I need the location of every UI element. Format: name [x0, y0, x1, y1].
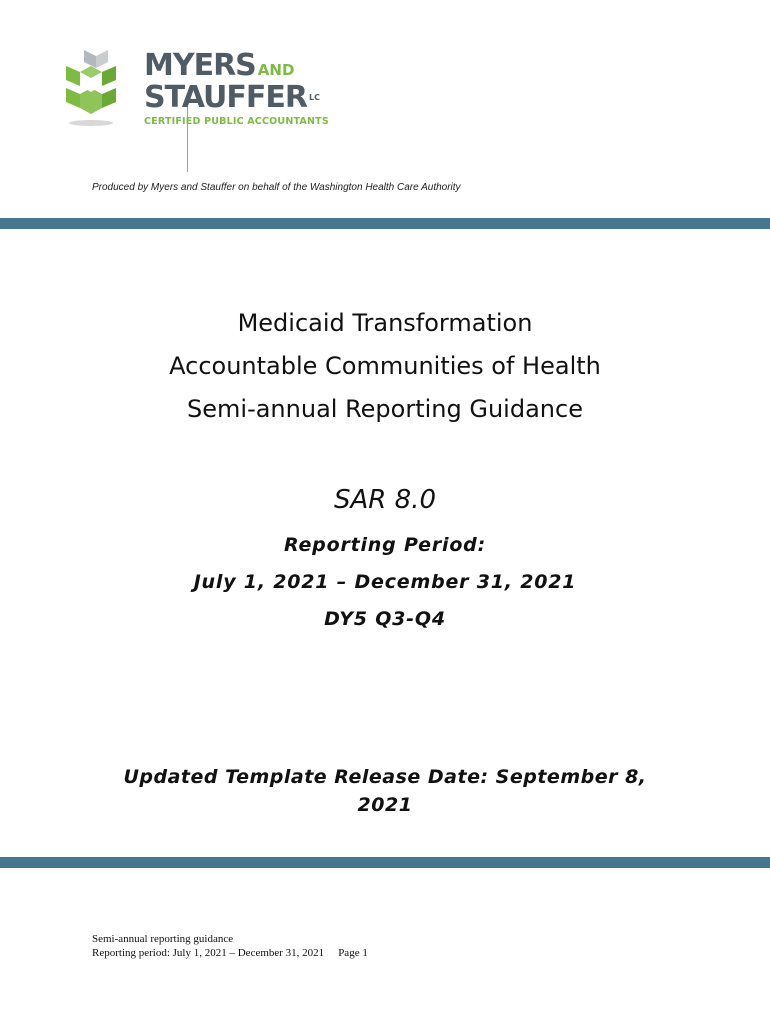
sar-version: SAR 8.0 [334, 485, 436, 515]
release-date-block [0, 763, 770, 819]
title-line-2: Accountable Communities of Health [169, 352, 601, 380]
reporting-period-label: Reporting Period: [284, 534, 486, 556]
company-logo [62, 48, 332, 133]
brand-stauffer: STAUFFER [144, 80, 307, 115]
page-footer [92, 932, 368, 960]
footer-line-1: Semi-annual reporting guidance [92, 933, 234, 945]
title-line-3: Semi-annual Reporting Guidance [187, 395, 583, 423]
brand-lc: LC [308, 93, 320, 102]
brand-and: AND [257, 61, 295, 79]
reporting-period-block [0, 527, 770, 638]
document-title [0, 302, 770, 431]
reporting-period-dy: DY5 Q3-Q4 [324, 608, 446, 630]
title-line-1: Medicaid Transformation [237, 309, 533, 337]
footer-line-2: Reporting period: July 1, 2021 – December 31, 2021 [92, 947, 325, 959]
release-date-line-2: 2021 [357, 794, 413, 816]
reporting-period-range: July 1, 2021 – December 31, 2021 [193, 571, 577, 593]
brand-myers: MYERS [144, 48, 256, 83]
logo-wordmark [144, 48, 329, 127]
release-date-line-1: Updated Template Release Date: September 8, [123, 766, 647, 788]
cube-cluster-logo-icon [62, 48, 120, 128]
top-accent-bar [0, 218, 770, 229]
produced-by-note: Produced by Myers and Stauffer on behalf of the Washington Health Care Authority [92, 182, 461, 193]
brand-tagline: CERTIFIED PUBLIC ACCOUNTANTS [144, 116, 329, 127]
bottom-accent-bar [0, 857, 770, 868]
footer-page-number: Page 1 [338, 947, 368, 959]
